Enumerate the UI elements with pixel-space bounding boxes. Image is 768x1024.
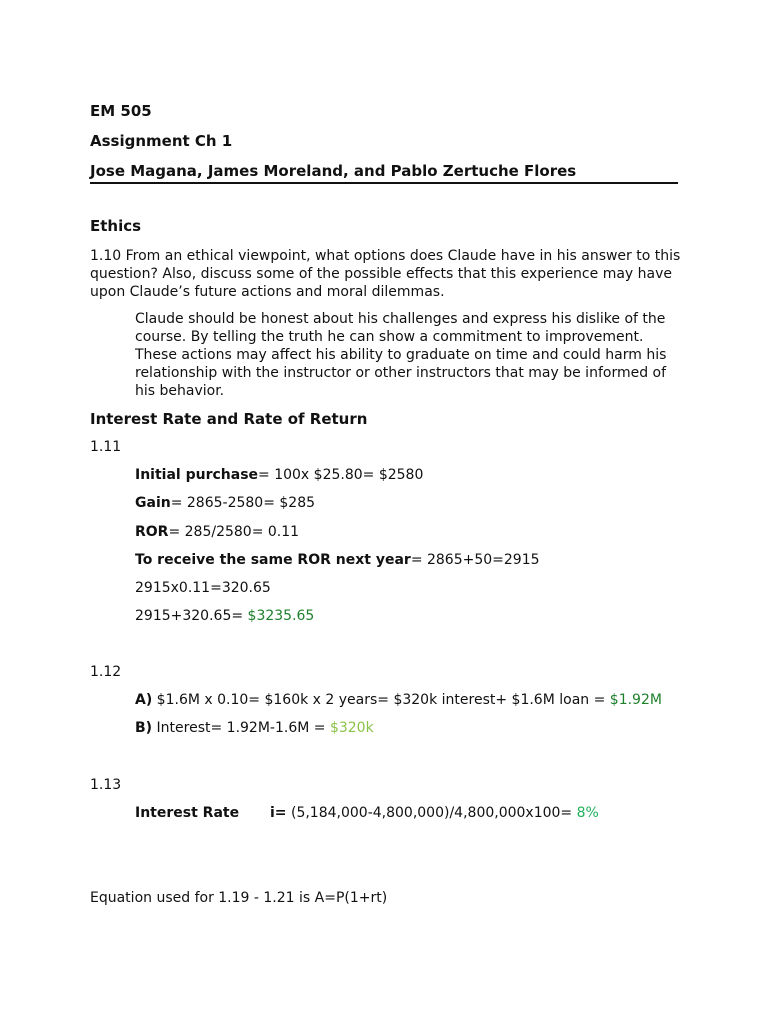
calc-2-result: $3235.65 xyxy=(247,608,315,624)
ror-label: ROR xyxy=(135,524,169,540)
part-a-line xyxy=(135,691,662,709)
part-b-result: $320k xyxy=(329,720,374,736)
interest-heading: Interest Rate and Rate of Return xyxy=(90,410,368,428)
same-ror-line xyxy=(135,551,540,569)
answer-line: his behavior. xyxy=(135,383,225,399)
question-1-10 xyxy=(90,247,680,301)
part-b-label: B) xyxy=(135,720,153,736)
authors-line: Jose Magana, James Moreland, and Pablo Zertuche Flores xyxy=(90,162,577,180)
initial-purchase-line xyxy=(135,466,423,484)
interest-rate-line xyxy=(135,804,599,822)
part-a-result: $1.92M xyxy=(609,692,662,708)
calc-line-2 xyxy=(135,607,314,625)
calc-line-1: 2915x0.11=320.65 xyxy=(135,580,271,596)
ethics-heading: Ethics xyxy=(90,217,142,235)
interest-rate-label: Interest Rate xyxy=(135,805,240,821)
header-rule xyxy=(90,182,678,184)
interest-result: 8% xyxy=(576,805,599,821)
answer-1-10 xyxy=(135,310,666,400)
part-a-label: A) xyxy=(135,692,153,708)
gain-value: = 2865-2580= $285 xyxy=(170,495,316,511)
part-b-text: Interest= 1.92M-1.6M = xyxy=(152,720,330,736)
initial-purchase-label: Initial purchase xyxy=(135,467,259,483)
answer-line: These actions may affect his ability to graduate on time and could harm his xyxy=(135,347,667,363)
i-label: i= xyxy=(270,805,287,821)
calc-2-prefix: 2915+320.65= xyxy=(135,608,248,624)
question-line: 1.10 From an ethical viewpoint, what options does Claude have in his answer to this xyxy=(90,248,681,264)
answer-line: Claude should be honest about his challenges and express his dislike of the xyxy=(135,311,666,327)
problem-number-1-12: 1.12 xyxy=(90,664,122,680)
answer-line: relationship with the instructor or other instructors that may be informed of xyxy=(135,365,667,381)
gain-label: Gain xyxy=(135,495,171,511)
initial-purchase-value: = 100x $25.80= $2580 xyxy=(258,467,424,483)
ror-line xyxy=(135,523,299,541)
part-b-line xyxy=(135,719,374,737)
gain-line xyxy=(135,494,315,512)
interest-formula: (5,184,000-4,800,000)/4,800,000x100= xyxy=(286,805,577,821)
question-line: upon Claude’s future actions and moral dilemmas. xyxy=(90,284,445,300)
answer-line: course. By telling the truth he can show a commitment to improvement. xyxy=(135,329,644,345)
part-a-text: $1.6M x 0.10= $160k x 2 years= $320k interest+ $1.6M loan = xyxy=(152,692,610,708)
course-code: EM 505 xyxy=(90,102,152,120)
same-ror-label: To receive the same ROR next year xyxy=(135,552,411,568)
equation-note: Equation used for 1.19 - 1.21 is A=P(1+rt) xyxy=(90,890,388,906)
question-line: question? Also, discuss some of the possible effects that this experience may have xyxy=(90,266,672,282)
problem-number-1-11: 1.11 xyxy=(90,439,122,455)
problem-number-1-13: 1.13 xyxy=(90,777,122,793)
same-ror-value: = 2865+50=2915 xyxy=(410,552,540,568)
assignment-title: Assignment Ch 1 xyxy=(90,132,233,150)
ror-value: = 285/2580= 0.11 xyxy=(168,524,300,540)
